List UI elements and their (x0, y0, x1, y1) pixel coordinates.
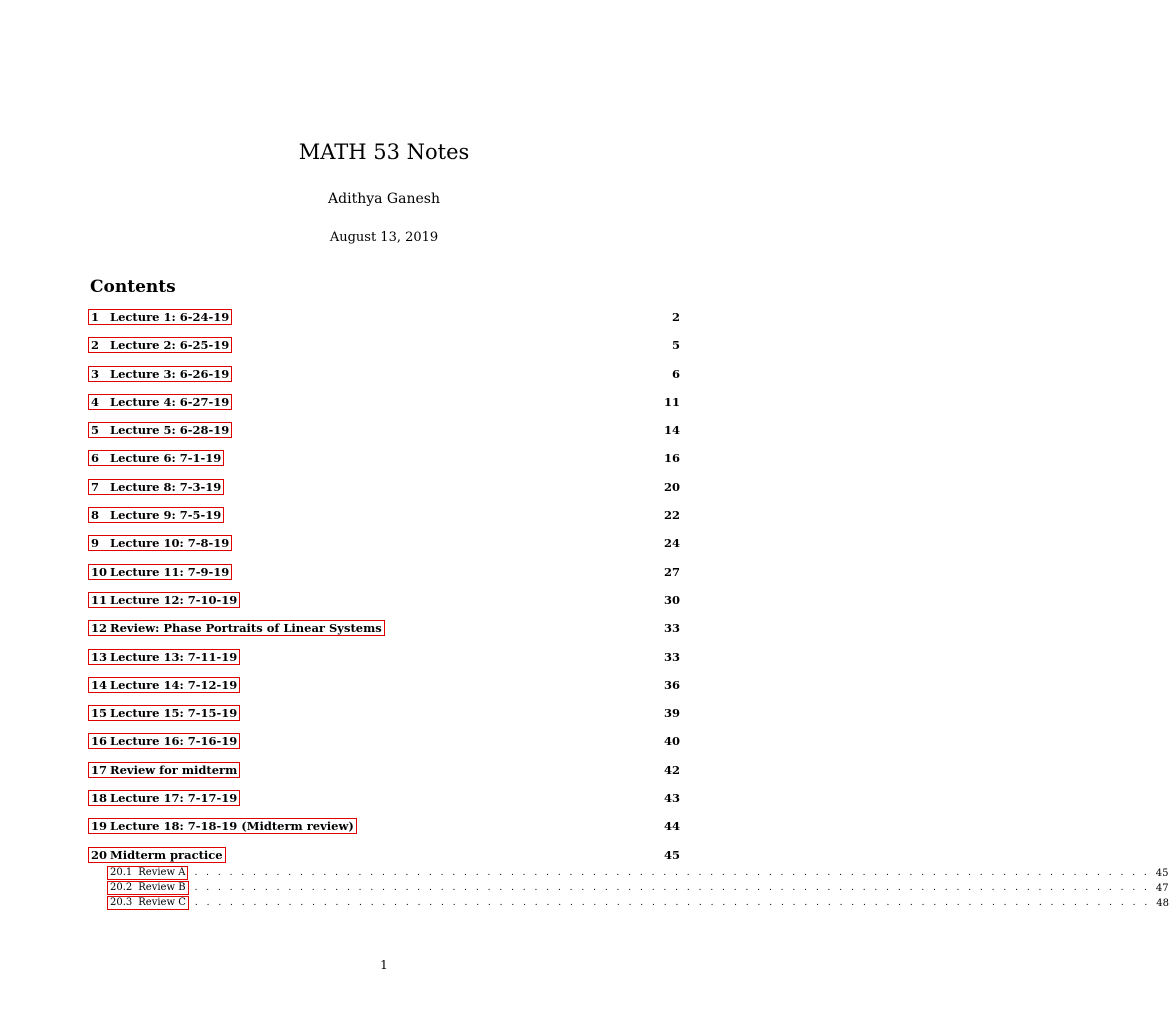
toc-section-page: 42 (663, 762, 680, 777)
toc-section-link[interactable] (88, 479, 224, 495)
toc-subsection-page: 47 (1155, 882, 1169, 894)
toc-section-number: 18 (91, 791, 108, 806)
toc-section-label: Lecture 5: 6-28-19 (110, 423, 230, 438)
toc-section-link[interactable] (88, 847, 226, 863)
toc-section-link[interactable] (88, 705, 240, 721)
toc-section-page: 36 (663, 677, 680, 692)
toc-dot-leader: . . . . . . . . . . . . . . . . . . . . . . . . . . . . . . . . . . . . . . . . . . . . . . . . . . . . . . . . . . . . . . . . . . . . . . . . . . . . . . . . . . (194, 868, 1150, 879)
toc-section-page: 30 (663, 592, 680, 607)
toc-section-label: Lecture 3: 6-26-19 (110, 366, 230, 381)
toc-section-page: 44 (663, 819, 680, 834)
toc-section-number: 1 (91, 310, 100, 324)
toc-section-number: 19 (91, 819, 108, 834)
toc-subsection-number: 20.1 (110, 867, 133, 879)
toc-section-number: 10 (91, 564, 108, 579)
toc-section-link[interactable] (88, 535, 232, 551)
page-number: 1 (380, 958, 388, 972)
toc-section-row (88, 591, 680, 609)
toc-section-row (88, 846, 680, 864)
toc-dot-leader: . . . . . . . . . . . . . . . . . . . . . . . . . . . . . . . . . . . . . . . . . . . . . . . . . . . . . . . . . . . . . . . . . . . . . . . . . . . . . . . . . . (194, 898, 1151, 909)
toc-section-link[interactable] (88, 790, 240, 806)
toc-section-page: 22 (663, 508, 680, 523)
toc-section-label: Review: Phase Portraits of Linear Systems (110, 621, 382, 636)
toc-subsection-label: Review A (138, 867, 186, 879)
toc-section-label: Lecture 16: 7-16-19 (110, 734, 238, 749)
toc-section-number: 17 (91, 762, 108, 777)
toc-section-page: 45 (663, 847, 680, 862)
document-title: MATH 53 Notes (298, 140, 470, 164)
toc-section-link[interactable] (88, 507, 224, 523)
toc-section-row (88, 393, 680, 411)
toc-section-label: Lecture 15: 7-15-19 (110, 706, 238, 721)
toc-section-page: 40 (663, 734, 680, 749)
table-of-contents (88, 308, 1169, 911)
toc-subsection-row (88, 866, 1169, 881)
toc-section-row (88, 817, 680, 835)
toc-section-number: 5 (91, 423, 100, 438)
toc-section-row (88, 449, 680, 467)
author-name: Adithya Ganesh (328, 191, 440, 207)
toc-subsection-row (88, 881, 1169, 896)
toc-section-page: 43 (663, 791, 680, 806)
toc-section-row (88, 761, 680, 779)
toc-section-label: Lecture 1: 6-24-19 (110, 310, 230, 324)
toc-subsection-number: 20.2 (110, 882, 133, 894)
toc-section-row (88, 789, 680, 807)
toc-section-page: 20 (663, 479, 680, 494)
toc-section-number: 8 (91, 508, 100, 523)
toc-section-number: 11 (91, 592, 108, 607)
toc-section-page: 11 (663, 394, 680, 409)
toc-section-link[interactable] (88, 649, 240, 665)
subsection-list (88, 866, 1169, 911)
toc-subsection-link[interactable] (107, 866, 188, 880)
toc-section-link[interactable] (88, 309, 232, 325)
toc-section-link[interactable] (88, 422, 232, 438)
toc-section-row (88, 421, 680, 439)
toc-section-label: Lecture 8: 7-3-19 (110, 479, 222, 494)
toc-section-link[interactable] (88, 450, 224, 466)
toc-section-page: 24 (663, 536, 680, 551)
toc-subsection-number: 20.3 (110, 897, 133, 909)
toc-section-link[interactable] (88, 620, 385, 636)
toc-subsection-page: 45 (1155, 867, 1169, 879)
toc-section-label: Lecture 9: 7-5-19 (110, 508, 222, 523)
toc-section-row (88, 563, 680, 581)
toc-section-page: 6 (671, 366, 680, 381)
contents-heading: Contents (90, 277, 176, 297)
toc-section-label: Lecture 12: 7-10-19 (110, 592, 238, 607)
toc-section-page: 16 (663, 451, 680, 466)
toc-section-number: 9 (91, 536, 100, 551)
toc-section-row (88, 704, 680, 722)
section-list (88, 308, 680, 864)
toc-section-number: 6 (91, 451, 100, 466)
toc-section-link[interactable] (88, 394, 232, 410)
toc-section-number: 13 (91, 649, 108, 664)
toc-section-link[interactable] (88, 762, 240, 778)
toc-section-page: 33 (663, 621, 680, 636)
toc-section-row (88, 506, 680, 524)
toc-section-link[interactable] (88, 564, 232, 580)
toc-section-link[interactable] (88, 818, 357, 834)
toc-section-page: 27 (663, 564, 680, 579)
toc-section-row (88, 619, 680, 637)
toc-section-page: 14 (663, 423, 680, 438)
toc-section-row (88, 336, 680, 354)
toc-section-number: 20 (91, 847, 108, 862)
toc-subsection-link[interactable] (107, 896, 189, 910)
toc-section-number: 4 (91, 394, 100, 409)
toc-section-page: 2 (671, 310, 680, 324)
toc-section-label: Midterm practice (110, 847, 223, 862)
toc-section-number: 3 (91, 366, 100, 381)
toc-subsection-label: Review C (138, 897, 186, 909)
toc-section-number: 12 (91, 621, 108, 636)
toc-section-label: Review for midterm (110, 762, 238, 777)
toc-section-page: 39 (663, 706, 680, 721)
toc-section-row (88, 732, 680, 750)
toc-section-label: Lecture 4: 6-27-19 (110, 394, 230, 409)
toc-section-row (88, 534, 680, 552)
toc-subsection-label: Review B (138, 882, 186, 894)
toc-section-number: 7 (91, 479, 100, 494)
toc-section-label: Lecture 14: 7-12-19 (110, 677, 238, 692)
toc-section-label: Lecture 18: 7-18-19 (Midterm review) (110, 819, 354, 834)
toc-section-label: Lecture 6: 7-1-19 (110, 451, 222, 466)
document-date: August 13, 2019 (329, 230, 439, 245)
toc-section-link[interactable] (88, 677, 240, 693)
toc-section-label: Lecture 2: 6-25-19 (110, 338, 230, 353)
toc-section-number: 2 (91, 338, 100, 353)
toc-dot-leader: . . . . . . . . . . . . . . . . . . . . . . . . . . . . . . . . . . . . . . . . . . . . . . . . . . . . . . . . . . . . . . . . . . . . . . . . . . . . . . . . . . (194, 883, 1150, 894)
toc-section-page: 5 (671, 338, 680, 353)
toc-section-label: Lecture 17: 7-17-19 (110, 791, 238, 806)
toc-section-number: 15 (91, 706, 108, 721)
toc-section-link[interactable] (88, 337, 232, 353)
toc-section-link[interactable] (88, 592, 240, 608)
toc-section-page: 33 (663, 649, 680, 664)
toc-section-link[interactable] (88, 366, 232, 382)
toc-section-label: Lecture 11: 7-9-19 (110, 564, 230, 579)
toc-section-label: Lecture 10: 7-8-19 (110, 536, 230, 551)
toc-subsection-page: 48 (1156, 897, 1169, 909)
toc-section-label: Lecture 13: 7-11-19 (110, 649, 238, 664)
toc-section-row (88, 308, 680, 326)
toc-section-row (88, 676, 680, 694)
toc-section-number: 16 (91, 734, 108, 749)
toc-section-number: 14 (91, 677, 108, 692)
toc-section-row (88, 478, 680, 496)
toc-section-link[interactable] (88, 733, 240, 749)
toc-section-row (88, 365, 680, 383)
toc-subsection-link[interactable] (107, 881, 189, 895)
toc-section-row (88, 648, 680, 666)
toc-subsection-row (88, 896, 1169, 911)
